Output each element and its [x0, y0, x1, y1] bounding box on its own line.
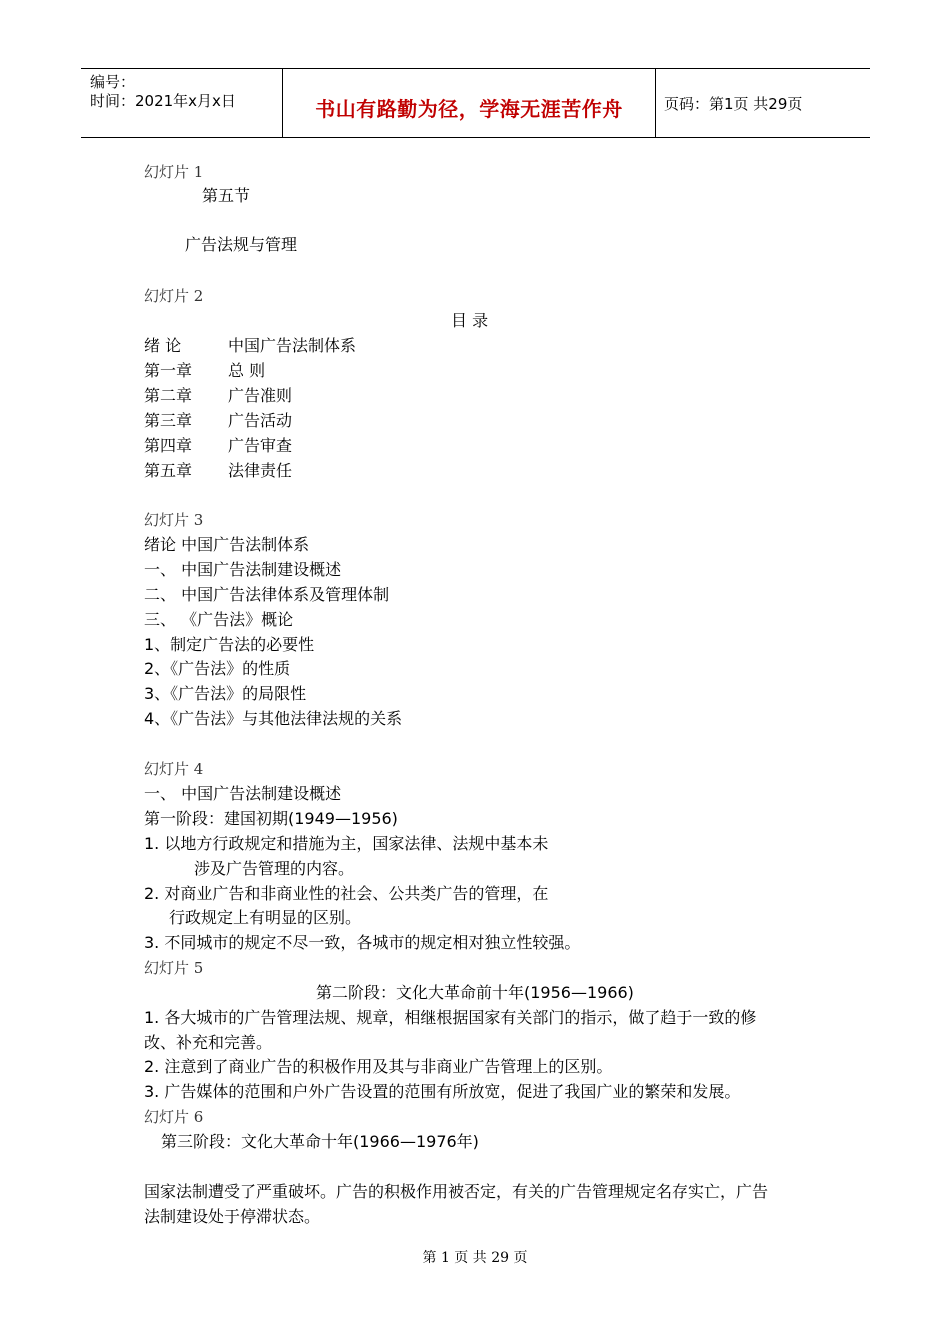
body-line: 3. 不同城市的规定不尽一致，各城市的规定相对独立性较强。: [144, 933, 581, 952]
motto: 书山有路勤为径，学海无涯苦作舟: [315, 97, 623, 121]
slide-label: 幻灯片 4: [144, 760, 204, 778]
page-label: 页码：第1页 共29页: [664, 95, 803, 113]
outline-line: 三、 《广告法》概论: [144, 610, 294, 629]
toc-title: 广告准则: [228, 386, 293, 405]
slide-label: 幻灯片 3: [144, 511, 204, 529]
slide-label: 幻灯片 1: [144, 163, 204, 181]
toc-chapter: 第一章: [144, 361, 193, 380]
toc-title: 法律责任: [228, 461, 293, 480]
toc-title: 广告审查: [228, 436, 293, 455]
slide-label: 幻灯片 2: [144, 287, 204, 305]
toc-title: 总 则: [228, 361, 266, 380]
toc-chapter: 第三章: [144, 411, 193, 430]
time-label: 时间：2021年x月x日: [90, 92, 236, 110]
toc-chapter: 第四章: [144, 436, 193, 455]
body-line: 第一阶段：建国初期(1949—1956): [144, 809, 398, 828]
outline-line: 绪论 中国广告法制体系: [144, 535, 310, 554]
toc-chapter: 第二章: [144, 386, 193, 405]
toc-chapter: 第五章: [144, 461, 193, 480]
body-line: 行政规定上有明显的区别。: [169, 908, 362, 927]
page-footer: 第 1 页 共 29 页: [422, 1250, 528, 1266]
body-line: 国家法制遭受了严重破坏。广告的积极作用被否定，有关的广告管理规定名存实亡，广告: [144, 1182, 769, 1201]
body-line: 法制建设处于停滞状态。: [144, 1207, 321, 1226]
page-header: [81, 68, 870, 138]
stage-heading: 第二阶段：文化大革命前十年(1956—1966): [316, 983, 634, 1002]
header-motto-cell: [282, 69, 656, 137]
body-line: 改、补充和完善。: [144, 1033, 273, 1052]
header-left-cell: [81, 69, 281, 137]
slide-label: 幻灯片 6: [144, 1108, 204, 1126]
body-line: 涉及广告管理的内容。: [194, 859, 355, 878]
section-title: 第五节: [202, 186, 251, 205]
toc-title: 广告活动: [228, 411, 293, 430]
body-line: 1. 各大城市的广告管理法规、规章，相继根据国家有关部门的指示，做了趋于一致的修: [144, 1008, 757, 1027]
body-line: 3. 广告媒体的范围和户外广告设置的范围有所放宽，促进了我国广业的繁荣和发展。: [144, 1082, 741, 1101]
toc-chapter: 绪 论: [144, 336, 182, 355]
number-label: 编号：: [90, 73, 136, 91]
toc-heading: 目 录: [451, 311, 489, 330]
toc-title: 中国广告法制体系: [228, 336, 357, 355]
body-line: 2. 注意到了商业广告的积极作用及其与非商业广告管理上的区别。: [144, 1057, 613, 1076]
header-right-cell: [655, 69, 870, 137]
body-line: 1. 以地方行政规定和措施为主，国家法律、法规中基本未: [144, 834, 549, 853]
body-line: 2. 对商业广告和非商业性的社会、公共类广告的管理，在: [144, 884, 549, 903]
outline-line: 2、《广告法》的性质: [144, 659, 291, 678]
slide-label: 幻灯片 5: [144, 959, 204, 977]
outline-line: 二、 中国广告法律体系及管理体制: [144, 585, 390, 604]
outline-line: 1、制定广告法的必要性: [144, 635, 315, 654]
outline-line: 4、《广告法》与其他法律法规的关系: [144, 709, 403, 728]
body-line: 一、 中国广告法制建设概述: [144, 784, 342, 803]
outline-line: 3、《广告法》的局限性: [144, 684, 307, 703]
document-title: 广告法规与管理: [185, 235, 298, 254]
stage-heading: 第三阶段：文化大革命十年(1966—1976年): [161, 1132, 479, 1151]
outline-line: 一、 中国广告法制建设概述: [144, 560, 342, 579]
